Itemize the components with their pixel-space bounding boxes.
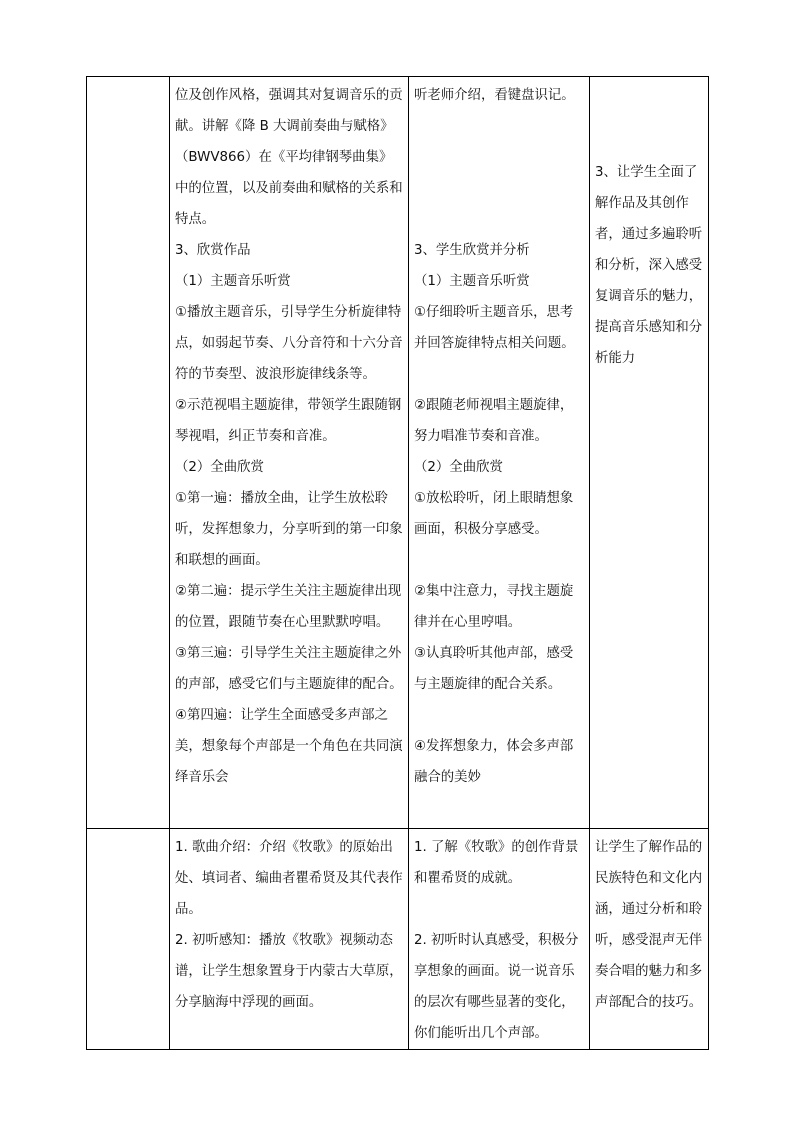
student-text: （1）主题音乐听赏 — [414, 274, 530, 289]
student-text: ④发挥想象力，体会多声部融合的美妙 — [414, 739, 574, 785]
teacher-text: ②示范视唱主题旋律，带领学生跟随钢琴视唱，纠正节奏和音准。 — [175, 398, 402, 444]
table-row — [87, 77, 709, 829]
teacher-activity-cell — [170, 77, 409, 829]
table-row — [87, 829, 709, 1050]
design-intent-cell — [590, 829, 709, 1050]
student-text: 听老师介绍，看键盘识记。 — [414, 88, 575, 103]
student-text: ②集中注意力，寻找主题旋律并在心里哼唱。 — [414, 584, 574, 630]
student-activity-cell — [409, 829, 590, 1050]
teacher-text: 位及创作风格，强调其对复调音乐的贡献。讲解《降 B 大调前奏曲与赋格》（BWV866）在《平均律钢琴曲集》中的位置，以及前奏曲和赋格的关系和特点。 — [175, 88, 403, 227]
teacher-text: ②第二遍：提示学生关注主题旋律出现的位置，跟随节奏在心里默默哼唱。 — [175, 584, 402, 630]
teacher-text: （1）主题音乐听赏 — [175, 274, 291, 289]
teacher-text: （2）全曲欣赏 — [175, 460, 264, 475]
teacher-text: ④第四遍：让学生全面感受多声部之美，想象每个声部是一个角色在共同演绎音乐会 — [175, 708, 403, 785]
teacher-text: ①播放主题音乐，引导学生分析旋律特点，如弱起节奏、八分音符和十六分音符的节奏型、波浪形旋律线条等。 — [175, 305, 403, 382]
stage-cell — [87, 829, 170, 1050]
lesson-plan-table — [86, 76, 709, 1050]
teacher-activity-cell — [170, 829, 409, 1050]
student-text: 1. 了解《牧歌》的创作背景和瞿希贤的成就。 — [414, 840, 579, 886]
teacher-text: 2. 初听感知：播放《牧歌》视频动态谱，让学生想象置身于内蒙古大草原，分享脑海中浮现的画面。 — [175, 933, 403, 1010]
student-text: （2）全曲欣赏 — [414, 460, 503, 475]
student-text: 3、学生欣赏并分析 — [414, 243, 530, 258]
stage-cell — [87, 77, 170, 829]
design-intent-cell — [590, 77, 709, 829]
student-text: ③认真聆听其他声部，感受与主题旋律的配合关系。 — [414, 646, 574, 692]
teacher-text: 1. 歌曲介绍：介绍《牧歌》的原始出处、填词者、编曲者瞿希贤及其代表作品。 — [175, 840, 403, 917]
student-text: ①仔细聆听主题音乐，思考并回答旋律特点相关问题。 — [414, 305, 575, 351]
student-text: 2. 初听时认真感受，积极分享想象的画面。说一说音乐的层次有哪些显著的变化，你们能听出几个声部。 — [414, 933, 579, 1041]
student-text: ②跟随老师视唱主题旋律，努力唱准节奏和音准。 — [414, 398, 574, 444]
student-activity-cell — [409, 77, 590, 829]
student-text: ①放松聆听，闭上眼睛想象画面，积极分享感受。 — [414, 491, 574, 537]
intent-text: 让学生了解作品的民族特色和文化内涵，通过分析和聆听，感受混声无伴奏合唱的魅力和多声部配合的技巧。 — [595, 840, 703, 1010]
teacher-text: ③第三遍：引导学生关注主题旋律之外的声部，感受它们与主题旋律的配合。 — [175, 646, 403, 692]
intent-text: 3、让学生全面了解作品及其创作者，通过多遍聆听和分析，深入感受复调音乐的魅力，提高音乐感知和分析能力 — [595, 165, 703, 366]
teacher-text: 3、欣赏作品 — [175, 243, 251, 258]
teacher-text: ①第一遍：播放全曲，让学生放松聆听，发挥想象力，分享听到的第一印象和联想的画面。 — [175, 491, 403, 568]
